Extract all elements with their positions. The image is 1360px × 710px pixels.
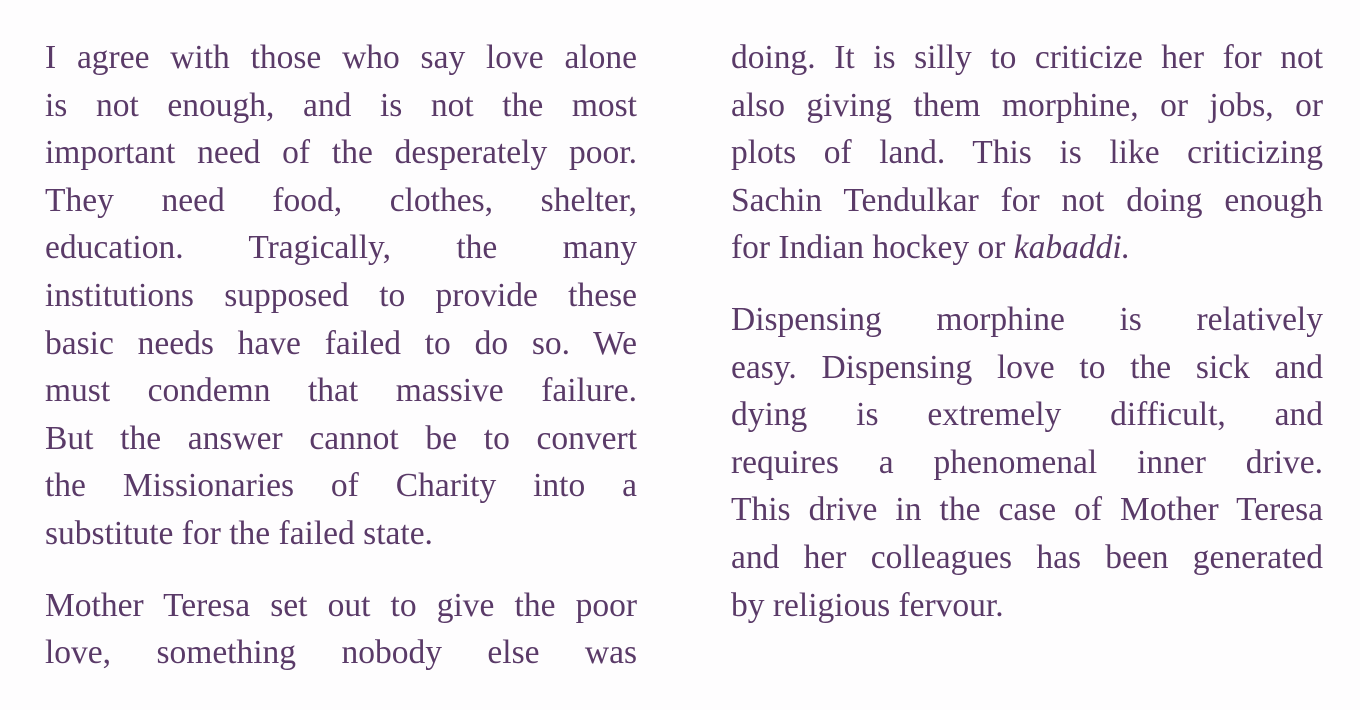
text-line: plots of land. This is like criticizing xyxy=(731,134,1323,172)
text-line: by religious fervour. xyxy=(731,586,1004,624)
text-line: Sachin Tendulkar for not doing enough xyxy=(731,181,1323,219)
right-column xyxy=(731,34,1323,629)
text-line: doing. It is silly to criticize her for not xyxy=(731,39,1323,76)
text-line: important need of the desperately poor. xyxy=(45,134,637,172)
text-line: They need food, clothes, shelter, xyxy=(45,181,637,219)
text-line: also giving them morphine, or jobs, or xyxy=(731,86,1323,124)
text-line: love, something nobody else was xyxy=(45,634,637,672)
text-line: Mother Teresa set out to give the poor xyxy=(45,586,637,624)
text-line: must condemn that massive failure. xyxy=(45,372,637,410)
text-line: substitute for the failed state. xyxy=(45,514,433,552)
text-line: easy. Dispensing love to the sick and xyxy=(731,348,1323,386)
text-line: education. Tragically, the many xyxy=(45,229,637,267)
text-line xyxy=(731,224,1323,272)
text-line: and her colleagues has been generated xyxy=(731,538,1323,576)
text-line: requires a phenomenal inner drive. xyxy=(731,443,1323,481)
text-line: is not enough, and is not the most xyxy=(45,86,637,124)
text-line: basic needs have failed to do so. We xyxy=(45,324,637,362)
paragraph-gap xyxy=(45,558,637,582)
paragraph-dispensing-morphine xyxy=(731,296,1323,629)
text-line: I agree with those who say love alone xyxy=(45,39,637,76)
text-line: the Missionaries of Charity into a xyxy=(45,467,637,505)
left-column xyxy=(45,34,637,677)
text-line: This drive in the case of Mother Teresa xyxy=(731,491,1323,529)
paragraph-mother-teresa-love-continued xyxy=(731,34,1323,272)
text-line: But the answer cannot be to convert xyxy=(45,419,637,457)
paragraph-mother-teresa-love xyxy=(45,582,637,677)
paragraph-gap xyxy=(731,272,1323,296)
text-line: Dispensing morphine is relatively xyxy=(731,300,1323,338)
italic-term: kabaddi. xyxy=(1013,229,1131,267)
text-line: institutions supposed to provide these xyxy=(45,276,637,314)
paragraph-love-not-enough xyxy=(45,34,637,558)
text-fragment: for Indian hockey or xyxy=(731,229,1014,267)
text-line: dying is extremely difficult, and xyxy=(731,396,1323,434)
